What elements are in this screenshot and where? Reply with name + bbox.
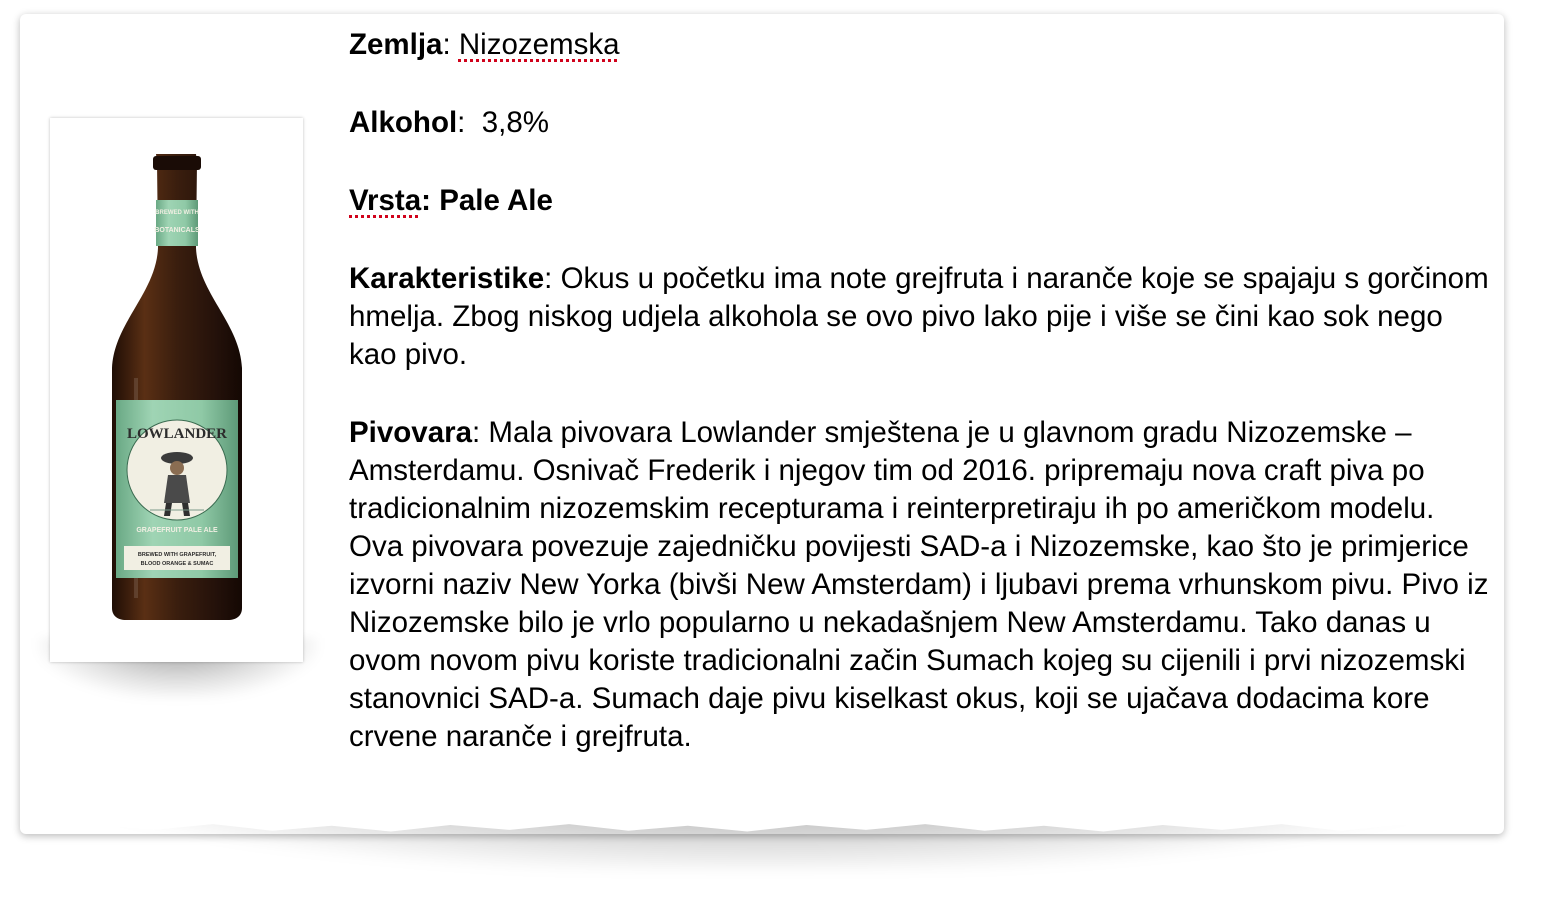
brewery-label: Pivovara xyxy=(349,416,472,449)
neck-label-text-bottom: BOTANICALS xyxy=(154,227,200,234)
label-product: GRAPEFRUIT PALE ALE xyxy=(136,527,218,534)
label-small-line-1: BREWED WITH GRAPEFRUIT, xyxy=(137,552,217,558)
type-field: Vrsta: Pale Ale xyxy=(349,184,553,217)
label-brand: LOWLANDER xyxy=(126,426,228,442)
characteristics-value: Okus u početku ima note grejfruta i naranče koje se spajaju s gorčinom hmelja. Zbog niskog udjela alkohola se ovo pivo lako pije i više se čini kao sok nego kao pivo. xyxy=(349,262,1489,371)
beer-bottle-image xyxy=(50,118,303,662)
label-small-line-2: BLOOD ORANGE & SUMAC xyxy=(140,561,214,567)
product-photo xyxy=(50,118,303,662)
neck-label-text-top: BREWED WITH xyxy=(155,210,199,216)
alcohol-value: 3,8% xyxy=(481,106,550,139)
characteristics-field: Karakteristike: Okus u početku ima note grejfruta i naranče koje se spajaju s gorčinom hmelja. Zbog niskog udjela alkohola se ovo pivo lako pije i više se čini kao sok nego kao pivo. xyxy=(349,262,1489,371)
product-photo-frame xyxy=(50,118,303,662)
alcohol-field: Alkohol: 3,8% xyxy=(349,106,550,139)
beer-description xyxy=(349,26,1489,796)
neck-label xyxy=(156,200,198,246)
type-value: Pale Ale xyxy=(439,184,553,217)
bottle-cap xyxy=(153,156,201,170)
country-value: Nizozemska xyxy=(458,28,620,61)
brewery-field: Pivovara: Mala pivovara Lowlander smještena je u glavnom gradu Nizozemske – Amsterdamu. Osnivač Frederik i njegov tim od 2016. pripremaju nova craft piva po tradicionalnim nizozemskim recepturama i reinterpretiraju ih po američkom modelu. Ova pivovara povezuje zajedničku povijesti SAD-a i Nizozemske, kao što je primjerice izvorni naziv New Yorka (bivši New Amsterdam) i ljubavi prema vrhunskom pivu. Pivo iz Nizozemske bilo je vrlo popularno u nekadašnjem New Amsterdamu. Tako danas u ovom novom pivu koriste tradicionalni začin Sumach kojeg su cijenili i prvi nizozemski stanovnici SAD-a. Sumach daje pivu kiselkast okus, koji se ujačava dodacima kore crvene naranče i grejfruta. xyxy=(349,416,1489,753)
country-label: Zemlja xyxy=(349,28,443,61)
type-label: Vrsta xyxy=(349,184,422,217)
alcohol-label: Alkohol xyxy=(349,106,458,139)
brewery-value: Mala pivovara Lowlander smještena je u glavnom gradu Nizozemske – Amsterdamu. Osnivač Frederik i njegov tim od 2016. pripremaju nova craft piva po tradicionalnim nizozemskim recepturama i reinterpretiraju ih po američkom modelu. Ova pivovara povezuje zajedničku povijesti SAD-a i Nizozemske, kao što je primjerice izvorni naziv New Yorka (bivši New Amsterdam) i ljubavi prema vrhunskom pivu. Pivo iz Nizozemske bilo je vrlo popularno u nekadašnjem New Amsterdamu. Tako danas u ovom novom pivu koriste tradicionalni začin Sumach kojeg su cijenili i prvi nizozemski stanovnici SAD-a. Sumach daje pivu kiselkast okus, koji se ujačava dodacima kore crvene naranče i grejfruta. xyxy=(349,416,1489,753)
country-field: Zemlja: Nizozemska xyxy=(349,28,620,61)
characteristics-label: Karakteristike xyxy=(349,262,545,295)
